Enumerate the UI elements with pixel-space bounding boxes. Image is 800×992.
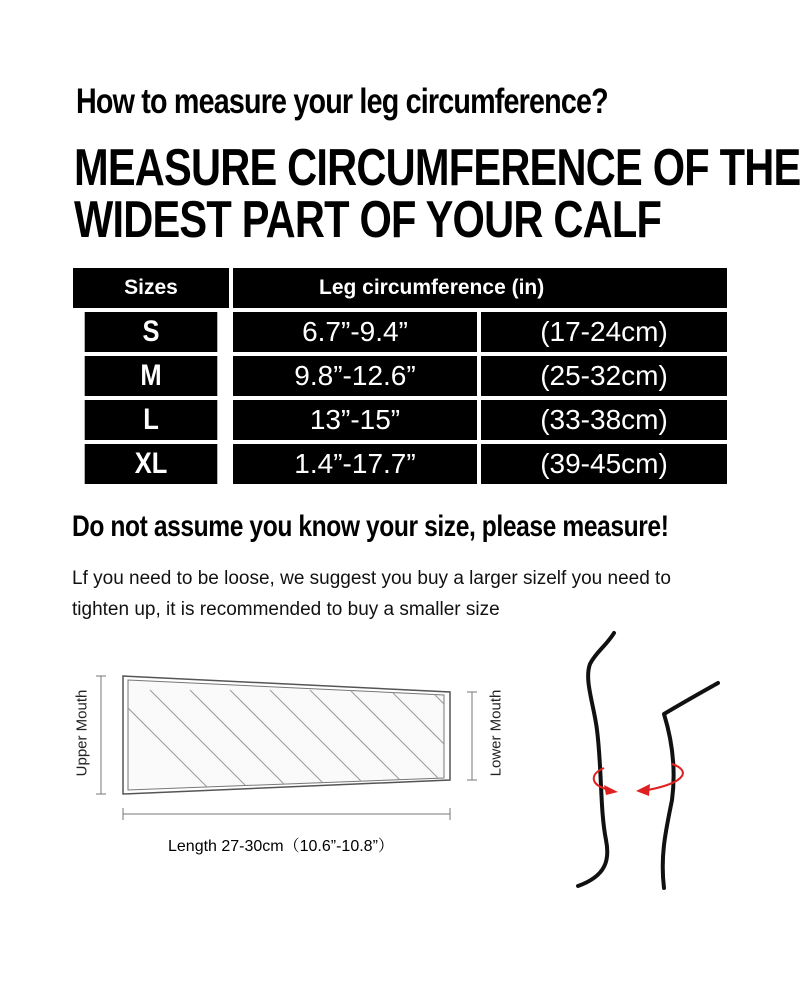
inches-cell: 13”-15”	[309, 404, 401, 435]
lower-mouth-label: Lower Mouth	[487, 689, 505, 777]
cm-cell: (17-24cm)	[540, 316, 668, 347]
length-dimension	[123, 808, 450, 820]
size-cell: M	[140, 359, 162, 392]
page-title-line-1: MEASURE CIRCUMFERENCE OF THE	[74, 139, 800, 197]
sleeve-shape	[110, 676, 530, 794]
fit-note: Lf you need to be loose, we suggest you buy a larger sizelf you need to tighten up, it is recommended to buy a smaller size	[72, 568, 671, 620]
cm-cell: (39-45cm)	[540, 448, 668, 479]
inches-cell: 6.7”-9.4”	[302, 316, 408, 347]
table-header-measure-label: Leg circumference (in)	[319, 276, 545, 299]
inches-cell: 9.8”-12.6”	[294, 360, 416, 391]
page-subtitle: How to measure your leg circumference?	[76, 82, 608, 121]
leg-illustration	[578, 633, 718, 888]
measure-arrow-icon	[594, 764, 683, 796]
cm-cell: (25-32cm)	[540, 360, 668, 391]
measure-warning: Do not assume you know your size, please measure!	[72, 510, 669, 543]
upper-mouth-label: Upper Mouth	[73, 689, 91, 777]
size-cell: L	[143, 403, 159, 436]
length-label: Length 27-30cm（10.6”-10.8”）	[168, 838, 394, 855]
upper-mouth-dimension	[96, 676, 106, 794]
leg-front-outline	[663, 683, 718, 888]
inches-cell: 1.4”-17.7”	[294, 448, 416, 479]
size-cell: S	[142, 315, 160, 348]
table-header-sizes-label: Sizes	[124, 276, 178, 299]
cm-cell: (33-38cm)	[540, 404, 668, 435]
page-title-line-2: WIDEST PART OF YOUR CALF	[74, 191, 662, 249]
leg-back-outline	[578, 633, 614, 886]
size-cell: XL	[134, 447, 168, 480]
lower-mouth-dimension	[467, 692, 477, 780]
